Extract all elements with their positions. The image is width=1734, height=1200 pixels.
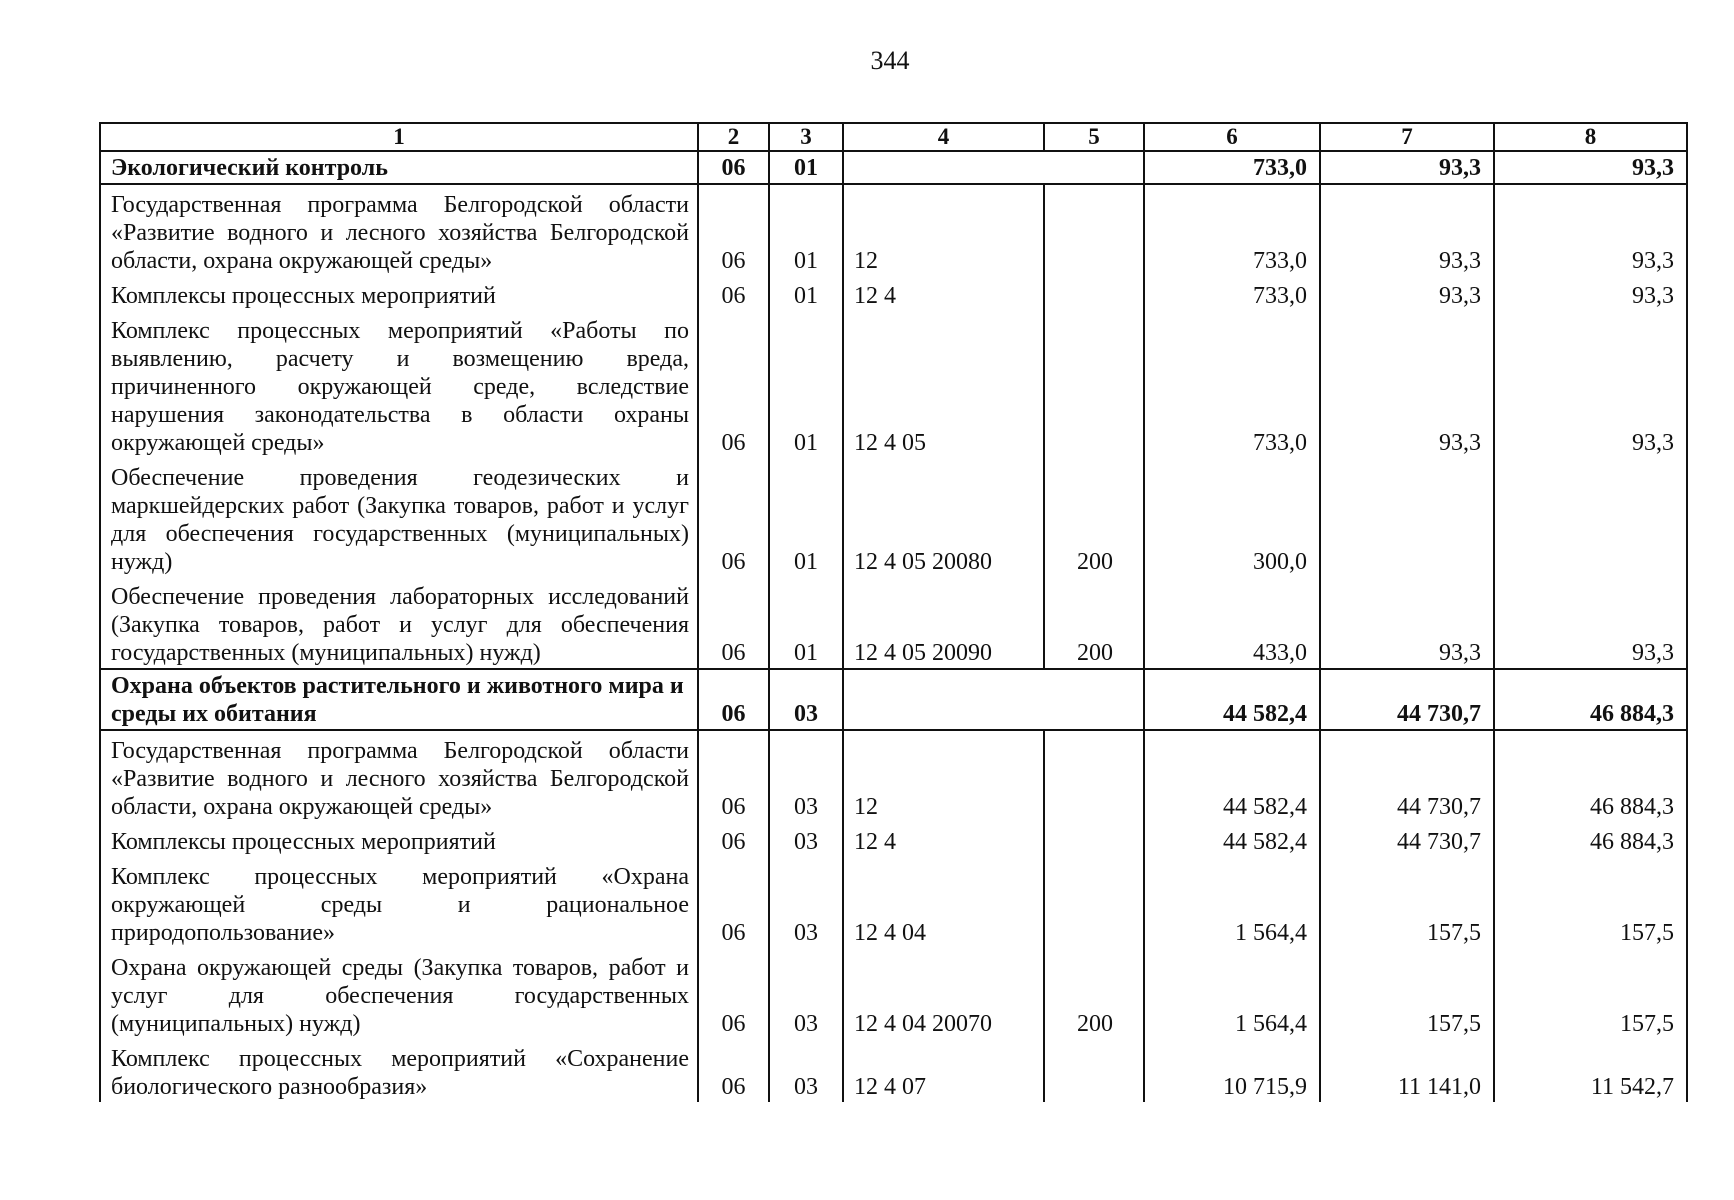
row-target-article: 12 4 05 20090 [843, 577, 1044, 669]
row-amount-year-1: 433,0 [1144, 577, 1320, 669]
row-amount-year-1: 733,0 [1144, 311, 1320, 458]
row-amount-year-2: 44 730,7 [1320, 669, 1494, 730]
row-target-article: 12 4 04 20070 [843, 948, 1044, 1039]
row-amount-year-3: 11 542,7 [1494, 1039, 1687, 1102]
row-name: Государственная программа Белгородской области «Развитие водного и лесного хозяйства Белгородской области, охрана окружающей среды» [100, 730, 698, 822]
budget-table [99, 122, 1688, 1102]
table-row [100, 730, 1687, 822]
row-subsection: 03 [769, 857, 843, 948]
row-subsection: 03 [769, 730, 843, 822]
row-amount-year-2: 93,3 [1320, 151, 1494, 184]
row-amount-year-2: 11 141,0 [1320, 1039, 1494, 1102]
row-section: 06 [698, 184, 769, 276]
row-target-article [843, 151, 1044, 184]
row-amount-year-3: 93,3 [1494, 276, 1687, 311]
row-target-article: 12 4 07 [843, 1039, 1044, 1102]
row-target-article [843, 669, 1044, 730]
table-body [100, 151, 1687, 1102]
row-amount-year-1: 1 564,4 [1144, 948, 1320, 1039]
row-target-article: 12 4 05 20080 [843, 458, 1044, 577]
row-subsection: 01 [769, 151, 843, 184]
row-target-article: 12 [843, 730, 1044, 822]
row-name: Комплексы процессных мероприятий [100, 822, 698, 857]
column-header-4: 4 [843, 123, 1044, 151]
row-subsection: 03 [769, 948, 843, 1039]
table-row [100, 458, 1687, 577]
row-amount-year-1: 733,0 [1144, 184, 1320, 276]
row-expense-type [1044, 857, 1144, 948]
row-subsection: 03 [769, 669, 843, 730]
table-row [100, 276, 1687, 311]
row-section: 06 [698, 669, 769, 730]
row-amount-year-1: 733,0 [1144, 276, 1320, 311]
page-number: 344 [870, 46, 910, 75]
row-section: 06 [698, 276, 769, 311]
row-amount-year-2 [1320, 458, 1494, 577]
row-section: 06 [698, 1039, 769, 1102]
row-amount-year-2: 44 730,7 [1320, 822, 1494, 857]
row-name: Обеспечение проведения геодезических и маркшейдерских работ (Закупка товаров, работ и услуг для обеспечения государственных (муниципальных) нужд) [100, 458, 698, 577]
row-amount-year-3: 46 884,3 [1494, 822, 1687, 857]
row-expense-type [1044, 730, 1144, 822]
row-target-article: 12 [843, 184, 1044, 276]
row-expense-type [1044, 822, 1144, 857]
table-row [100, 1039, 1687, 1102]
row-name: Охрана объектов растительного и животного мира и среды их обитания [100, 669, 698, 730]
row-section: 06 [698, 311, 769, 458]
row-amount-year-1: 1 564,4 [1144, 857, 1320, 948]
row-name: Охрана окружающей среды (Закупка товаров, работ и услуг для обеспечения государственных (муниципальных) нужд) [100, 948, 698, 1039]
row-amount-year-1: 44 582,4 [1144, 822, 1320, 857]
row-section: 06 [698, 730, 769, 822]
row-amount-year-3: 46 884,3 [1494, 730, 1687, 822]
row-subsection: 01 [769, 276, 843, 311]
row-subsection: 01 [769, 311, 843, 458]
column-header-5: 5 [1044, 123, 1144, 151]
row-subsection: 01 [769, 458, 843, 577]
column-header-7: 7 [1320, 123, 1494, 151]
row-expense-type [1044, 184, 1144, 276]
row-expense-type [1044, 311, 1144, 458]
table-row [100, 184, 1687, 276]
column-header-2: 2 [698, 123, 769, 151]
row-amount-year-1: 300,0 [1144, 458, 1320, 577]
header-row [100, 123, 1687, 151]
row-amount-year-1: 733,0 [1144, 151, 1320, 184]
row-name: Комплексы процессных мероприятий [100, 276, 698, 311]
row-name: Экологический контроль [100, 151, 698, 184]
column-header-1: 1 [100, 123, 698, 151]
row-section: 06 [698, 151, 769, 184]
table-row [100, 151, 1687, 184]
row-amount-year-3: 93,3 [1494, 151, 1687, 184]
table-row [100, 857, 1687, 948]
row-amount-year-3: 157,5 [1494, 857, 1687, 948]
row-amount-year-3 [1494, 458, 1687, 577]
row-amount-year-3: 46 884,3 [1494, 669, 1687, 730]
table-row [100, 311, 1687, 458]
row-expense-type [1044, 669, 1144, 730]
row-section: 06 [698, 822, 769, 857]
row-name: Комплекс процессных мероприятий «Работы по выявлению, расчету и возмещению вреда, причиненного окружающей среде, вследствие нарушения законодательства в области охраны окружающей среды» [100, 311, 698, 458]
row-amount-year-2: 157,5 [1320, 948, 1494, 1039]
row-subsection: 01 [769, 577, 843, 669]
row-amount-year-2: 93,3 [1320, 311, 1494, 458]
row-expense-type: 200 [1044, 577, 1144, 669]
row-expense-type [1044, 1039, 1144, 1102]
column-header-6: 6 [1144, 123, 1320, 151]
row-amount-year-2: 44 730,7 [1320, 730, 1494, 822]
row-amount-year-2: 93,3 [1320, 276, 1494, 311]
row-name: Обеспечение проведения лабораторных исследований (Закупка товаров, работ и услуг для обеспечения государственных (муниципальных) нужд) [100, 577, 698, 669]
row-section: 06 [698, 458, 769, 577]
row-amount-year-1: 44 582,4 [1144, 730, 1320, 822]
table-header [100, 123, 1687, 151]
row-expense-type [1044, 276, 1144, 311]
column-header-8: 8 [1494, 123, 1687, 151]
column-header-3: 3 [769, 123, 843, 151]
row-subsection: 03 [769, 1039, 843, 1102]
row-amount-year-1: 10 715,9 [1144, 1039, 1320, 1102]
row-amount-year-3: 93,3 [1494, 184, 1687, 276]
row-target-article: 12 4 [843, 276, 1044, 311]
row-name: Комплекс процессных мероприятий «Сохранение биологического разнообразия» [100, 1039, 698, 1102]
row-target-article: 12 4 05 [843, 311, 1044, 458]
row-section: 06 [698, 857, 769, 948]
row-amount-year-3: 93,3 [1494, 577, 1687, 669]
row-amount-year-2: 157,5 [1320, 857, 1494, 948]
row-expense-type: 200 [1044, 458, 1144, 577]
row-target-article: 12 4 [843, 822, 1044, 857]
row-amount-year-1: 44 582,4 [1144, 669, 1320, 730]
table-row [100, 948, 1687, 1039]
row-section: 06 [698, 948, 769, 1039]
row-amount-year-3: 157,5 [1494, 948, 1687, 1039]
table-row [100, 577, 1687, 669]
row-subsection: 03 [769, 822, 843, 857]
row-amount-year-2: 93,3 [1320, 184, 1494, 276]
row-expense-type [1044, 151, 1144, 184]
table-row [100, 822, 1687, 857]
row-name: Государственная программа Белгородской области «Развитие водного и лесного хозяйства Белгородской области, охрана окружающей среды» [100, 184, 698, 276]
table-row [100, 669, 1687, 730]
row-amount-year-2: 93,3 [1320, 577, 1494, 669]
row-name: Комплекс процессных мероприятий «Охрана окружающей среды и рациональное природопользование» [100, 857, 698, 948]
row-expense-type: 200 [1044, 948, 1144, 1039]
row-section: 06 [698, 577, 769, 669]
row-target-article: 12 4 04 [843, 857, 1044, 948]
row-subsection: 01 [769, 184, 843, 276]
row-amount-year-3: 93,3 [1494, 311, 1687, 458]
